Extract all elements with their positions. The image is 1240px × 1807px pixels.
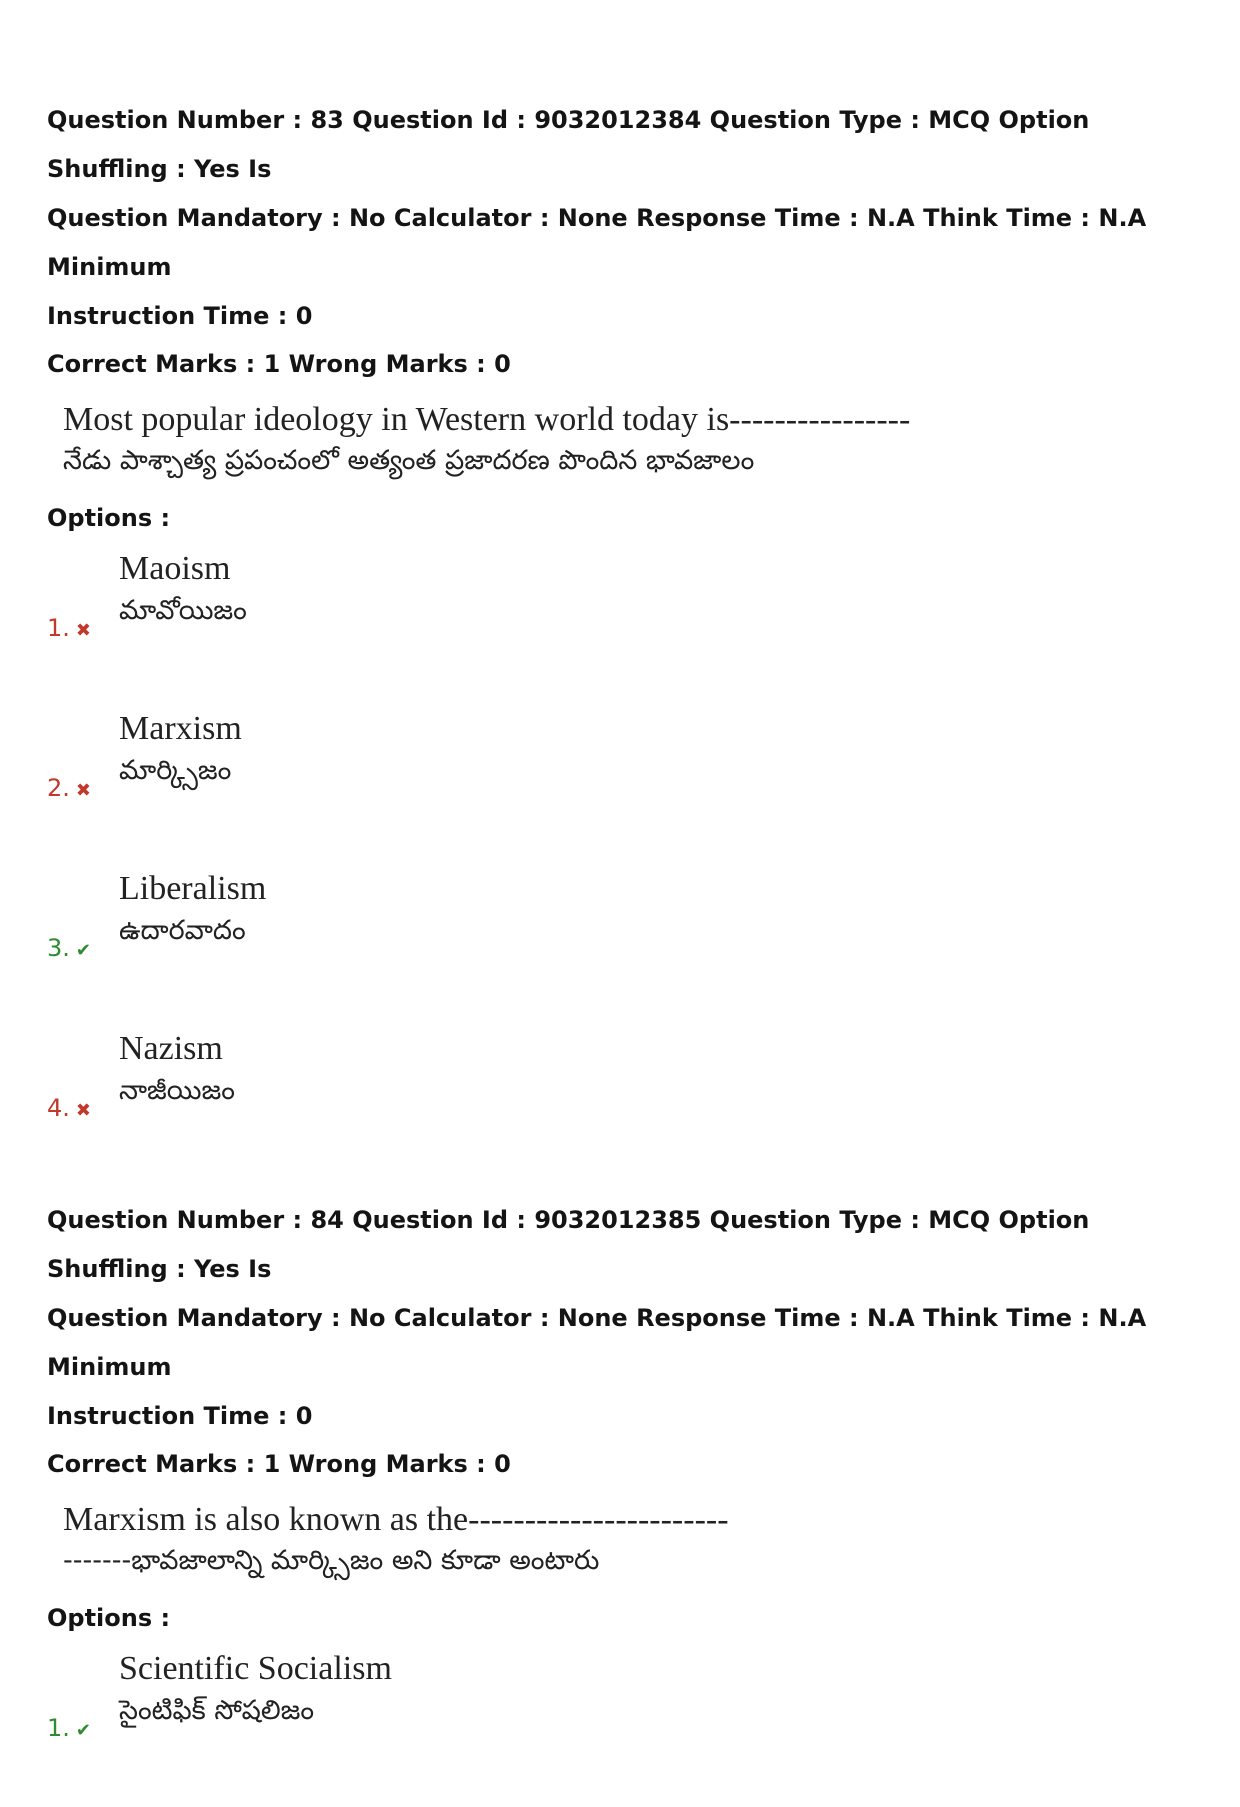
meta-line: Instruction Time : 0 bbox=[47, 302, 313, 330]
option-body bbox=[119, 547, 247, 631]
options-list bbox=[47, 547, 1207, 1187]
question-text-te: -------భావజాలాన్ని మార్క్సిజం అని కూడా అంటారు bbox=[63, 1545, 600, 1576]
option-text-te: సైంటిఫిక్ సోషలిజం bbox=[119, 1695, 315, 1726]
marks-line: Correct Marks : 1 Wrong Marks : 0 bbox=[47, 1450, 511, 1478]
option-1 bbox=[47, 1647, 1207, 1807]
option-4 bbox=[47, 1027, 1207, 1187]
check-icon: ✔ bbox=[75, 1720, 91, 1741]
marks-line: Correct Marks : 1 Wrong Marks : 0 bbox=[47, 350, 511, 378]
option-text-en: Scientific Socialism bbox=[119, 1650, 392, 1687]
options-label: Options : bbox=[47, 1604, 171, 1632]
option-3 bbox=[47, 867, 1207, 1027]
options-list bbox=[47, 1647, 1207, 1807]
option-text-en: Marxism bbox=[119, 710, 242, 747]
option-number: 2. ✖ bbox=[47, 773, 91, 806]
option-text-te: మావోయిజం bbox=[119, 595, 247, 626]
question-text-en: Most popular ideology in Western world today is---------------- bbox=[63, 401, 911, 438]
option-text-en: Nazism bbox=[119, 1030, 223, 1067]
option-body bbox=[119, 707, 242, 791]
question-84 bbox=[47, 1196, 1207, 1807]
check-icon: ✔ bbox=[75, 940, 91, 961]
option-1 bbox=[47, 547, 1207, 707]
option-number: 4. ✖ bbox=[47, 1093, 91, 1126]
option-body bbox=[119, 1647, 392, 1731]
question-text-te: నేడు పాశ్చాత్య ప్రపంచంలో అత్యంత ప్రజాదరణ పొందిన భావజాలం bbox=[63, 445, 755, 476]
meta-line: Question Number : 84 Question Id : 9032012385 Question Type : MCQ Option Shuffling : Yes Is bbox=[47, 1206, 1090, 1283]
question-text bbox=[63, 1499, 1207, 1581]
question-meta bbox=[47, 1196, 1207, 1441]
option-text-te: ఉదారవాదం bbox=[119, 915, 246, 946]
options-label: Options : bbox=[47, 504, 171, 532]
cross-icon: ✖ bbox=[75, 780, 91, 801]
question-text bbox=[63, 399, 1207, 481]
option-text-en: Maoism bbox=[119, 550, 231, 587]
option-number: 1. ✔ bbox=[47, 1713, 91, 1746]
option-text-te: నాజీయిజం bbox=[119, 1075, 235, 1106]
cross-icon: ✖ bbox=[75, 620, 91, 641]
option-text-en: Liberalism bbox=[119, 870, 267, 907]
option-text-te: మార్క్సిజం bbox=[119, 755, 232, 786]
option-2 bbox=[47, 707, 1207, 867]
meta-line: Instruction Time : 0 bbox=[47, 1402, 313, 1430]
meta-line: Question Mandatory : No Calculator : None Response Time : N.A Think Time : N.A Minimum bbox=[47, 1304, 1147, 1381]
cross-icon: ✖ bbox=[75, 1100, 91, 1121]
meta-line: Question Mandatory : No Calculator : None Response Time : N.A Think Time : N.A Minimum bbox=[47, 204, 1147, 281]
question-83 bbox=[47, 96, 1207, 1187]
question-meta bbox=[47, 96, 1207, 341]
option-number: 1. ✖ bbox=[47, 613, 91, 646]
question-text-en: Marxism is also known as the----------------------- bbox=[63, 1501, 729, 1538]
option-number: 3. ✔ bbox=[47, 933, 91, 966]
option-body bbox=[119, 867, 266, 951]
option-body bbox=[119, 1027, 235, 1111]
meta-line: Question Number : 83 Question Id : 9032012384 Question Type : MCQ Option Shuffling : Yes Is bbox=[47, 106, 1090, 183]
